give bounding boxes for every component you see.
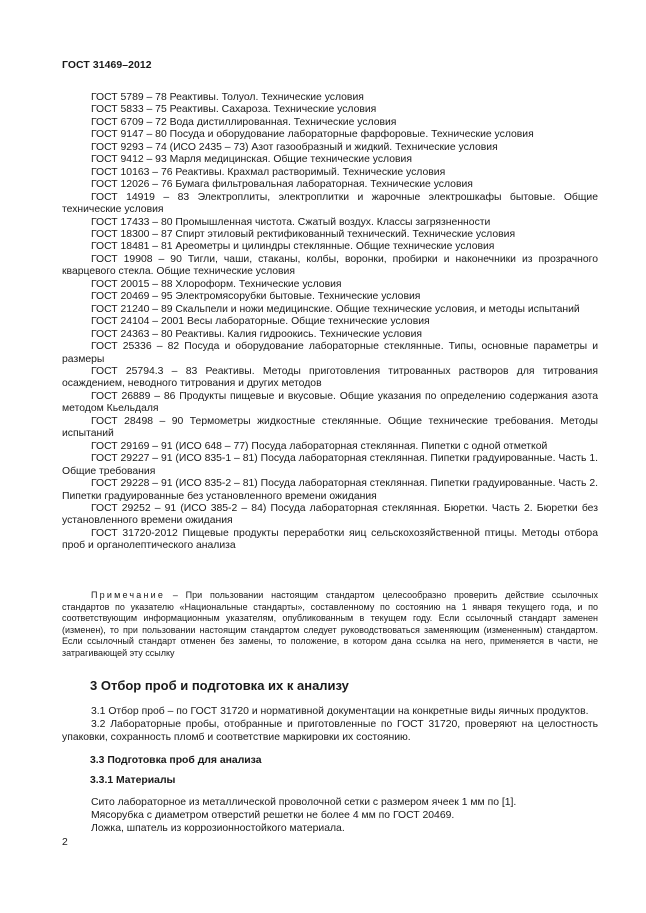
paragraph-3-1: 3.1 Отбор проб – по ГОСТ 31720 и нормативной документации на конкретные виды яичных продуктов. [91,706,589,717]
subsection-heading-3-3-1: 3.3.1 Материалы [90,775,176,786]
normative-references-list [62,92,598,553]
reference-item: ГОСТ 29227 – 91 (ИСО 835-1 – 81) Посуда лабораторная стеклянная. Пипетки градуированные. Часть 1. Общие требования [62,453,598,477]
reference-item: ГОСТ 6709 – 72 Вода дистиллированная. Технические условия [91,116,397,128]
note-paragraph [62,590,598,660]
note-label: Примечание [91,590,166,600]
reference-item: ГОСТ 21240 – 89 Скальпели и ножи медицинские. Общие технические условия, и методы испытаний [91,303,580,315]
subsection-heading-3-3: 3.3 Подготовка проб для анализа [90,755,262,766]
reference-item: ГОСТ 9147 – 80 Посуда и оборудование лабораторные фарфоровые. Технические условия [91,129,534,141]
reference-item: ГОСТ 26889 – 86 Продукты пищевые и вкусовые. Общие указания по определению содержания азота методом Кьельдаля [62,390,598,415]
reference-item: ГОСТ 14919 – 83 Электроплиты, электроплитки и жарочные электрошкафы бытовые. Общие технические условия [62,191,598,216]
reference-item: ГОСТ 31720-2012 Пищевые продукты переработки яиц сельскохозяйственной птицы. Методы отбора проб и органолептического анализа [62,527,598,552]
reference-item: ГОСТ 5789 – 78 Реактивы. Толуол. Технические условия [91,92,364,103]
document-header: ГОСТ 31469–2012 [62,60,152,71]
section-title: 3 Отбор проб и подготовка их к анализу [90,678,349,693]
note-text: – При пользовании настоящим стандартом целесообразно проверить действие ссылочных стандартов по указателю «Национальные стандарты», составленному по состоянию на 1 января текущего года, и по соответствующим информационным указателям, опубликованным в текущем году. Если ссылочный стандарт заменен (изменен), то при пользовании настоящим стандартом следует руководствоваться заменяющим (измененным) стандартом. Если ссылочный стандарт отменен без замены, то положение, в котором дана ссылка на него, применяется в части, не затрагивающей эту ссылку [62,590,598,658]
reference-item: ГОСТ 18300 – 87 Спирт этиловый ректификованный технический. Технические условия [91,228,516,240]
reference-item: ГОСТ 20015 – 88 Хлороформ. Технические условия [91,278,342,290]
reference-item: ГОСТ 29252 – 91 (ИСО 385-2 – 84) Посуда лабораторная стеклянная. Бюретки. Часть 2. Бюретки без установленного времени ожидания [62,502,598,527]
reference-item: ГОСТ 9412 – 93 Марля медицинская. Общие технические условия [91,154,412,166]
materials-item: Мясорубка с диаметром отверстий решетки не более 4 мм по ГОСТ 20469. [91,810,455,821]
reference-item: ГОСТ 17433 – 80 Промышленная чистота. Сжатый воздух. Классы загрязненности [91,216,491,228]
reference-item: ГОСТ 5833 – 75 Реактивы. Сахароза. Технические условия [91,104,377,116]
reference-item: ГОСТ 18481 – 81 Ареометры и цилиндры стеклянные. Общие технические условия [91,241,495,253]
reference-item: ГОСТ 9293 – 74 (ИСО 2435 – 73) Азот газообразный и жидкий. Технические условия [91,141,498,153]
reference-item: ГОСТ 24363 – 80 Реактивы. Калия гидроокись. Технические условия [91,328,423,340]
reference-item: ГОСТ 12026 – 76 Бумага фильтровальная лабораторная. Технические условия [91,179,473,191]
reference-item: ГОСТ 20469 – 95 Электромясорубки бытовые. Технические условия [91,291,421,303]
reference-item: ГОСТ 19908 – 90 Тигли, чаши, стаканы, колбы, воронки, пробирки и наконечники из прозрачного кварцевого стекла. Общие технические условия [62,253,598,278]
page-number: 2 [62,837,68,848]
reference-item: ГОСТ 25794.3 – 83 Реактивы. Методы приготовления титрованных растворов для титрования осаждением, неводного титрования и других методов [62,365,598,390]
reference-item: ГОСТ 29228 – 91 (ИСО 835-2 – 81) Посуда лабораторная стеклянная. Пипетки градуированные. Часть 2. Пипетки градуированные без установленного времени ожидания [62,478,598,502]
materials-item: Ложка, шпатель из коррозионностойкого материала. [91,823,345,834]
paragraph-3-2: 3.2 Лабораторные пробы, отобранные и приготовленные по ГОСТ 31720, проверяют на целостность упаковки, сохранность пломб и соответствие маркировки их состоянию. [62,719,598,743]
reference-item: ГОСТ 29169 – 91 (ИСО 648 – 77) Посуда лабораторная стеклянная. Пипетки с одной отметкой [91,440,548,452]
reference-item: ГОСТ 25336 – 82 Посуда и оборудование лабораторные стеклянные. Типы, основные параметры и размеры [62,341,598,365]
reference-item: ГОСТ 24104 – 2001 Весы лабораторные. Общие технические условия [91,316,430,328]
materials-item: Сито лабораторное из металлической проволочной сетки с размером ячеек 1 мм по [1]. [91,797,517,808]
reference-item: ГОСТ 28498 – 90 Термометры жидкостные стеклянные. Общие технические требования. Методы испытаний [62,415,598,440]
reference-item: ГОСТ 10163 – 76 Реактивы. Крахмал растворимый. Технические условия [91,166,446,178]
